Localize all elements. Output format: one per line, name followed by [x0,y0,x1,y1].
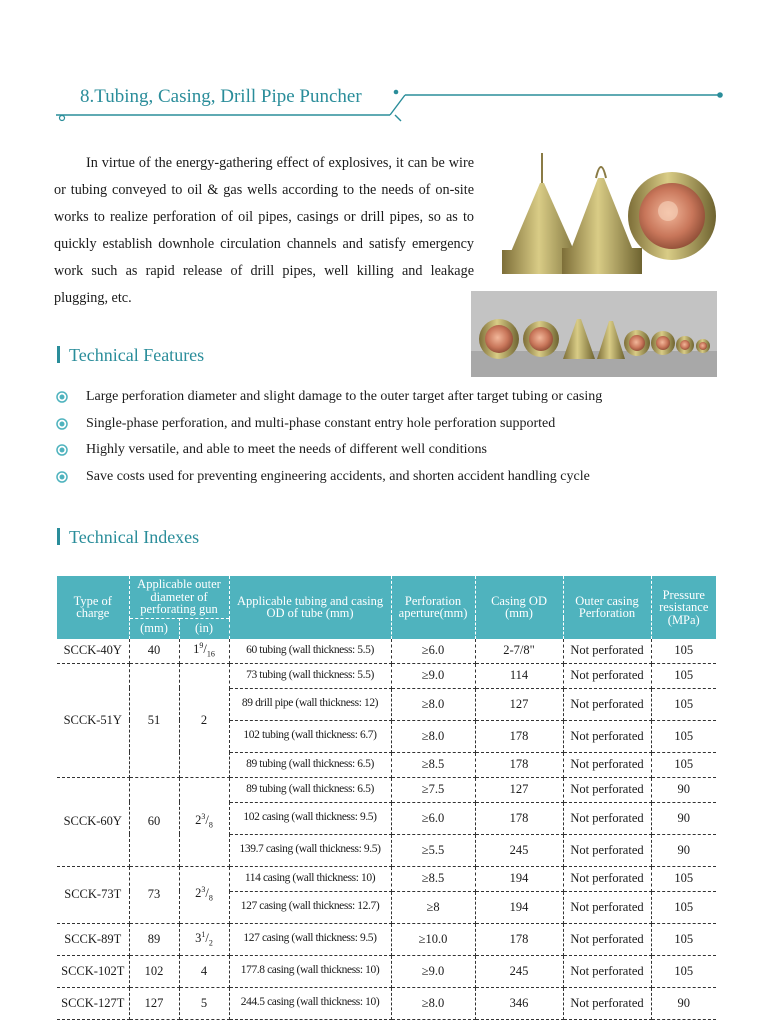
tube-cell: 114 casing (wall thickness: 10) [229,866,391,891]
charge-type-cell: SCCK-51Y [57,663,129,777]
aperture-cell: ≥10.0 [391,923,475,955]
aperture-cell: ≥6.0 [391,802,475,834]
tube-cell: 177.8 casing (wall thickness: 10) [229,955,391,987]
bullet-ring-icon [56,391,68,403]
outer-perforation-cell: Not perforated [563,639,651,664]
casing-od-cell: 178 [475,752,563,777]
page-title: 8.Tubing, Casing, Drill Pipe Puncher [80,86,362,107]
header-type: Type of charge [57,576,129,639]
table-row [57,639,716,664]
aperture-cell: ≥8.5 [391,752,475,777]
outer-perforation-cell: Not perforated [563,777,651,802]
pressure-cell: 105 [651,891,716,923]
casing-od-cell: 127 [475,688,563,720]
tube-cell: 102 casing (wall thickness: 9.5) [229,802,391,834]
pressure-cell: 105 [651,663,716,688]
casing-od-cell: 178 [475,802,563,834]
features-heading-text: Technical Features [69,345,205,365]
features-heading [57,345,204,366]
gun-in-cell [179,777,229,866]
title-decoration [0,0,775,130]
gun-mm-cell: 127 [129,987,179,1019]
tube-cell: 89 tubing (wall thickness: 6.5) [229,777,391,802]
indexes-heading-text: Technical Indexes [69,527,200,547]
outer-perforation-cell: Not perforated [563,663,651,688]
pressure-cell: 105 [651,955,716,987]
table-header-row [57,576,716,618]
features-list [56,384,756,490]
aperture-cell: ≥7.5 [391,777,475,802]
feature-item [56,411,756,438]
charge-type-cell: SCCK-102T [57,955,129,987]
table-row [57,955,716,987]
casing-od-cell: 194 [475,891,563,923]
gun-in-slash: / [203,642,207,657]
outer-perforation-cell: Not perforated [563,923,651,955]
gun-in-cell [179,639,229,664]
header-in: (in) [179,618,229,639]
pressure-cell: 105 [651,639,716,664]
casing-od-cell: 245 [475,834,563,866]
pressure-cell: 105 [651,752,716,777]
gun-in-slash: / [205,886,209,901]
tube-cell: 127 casing (wall thickness: 9.5) [229,923,391,955]
casing-od-cell: 2-7/8" [475,639,563,664]
feature-text: Highly versatile, and able to meet the needs of different well conditions [86,442,487,457]
pressure-cell: 90 [651,987,716,1019]
intro-paragraph [54,150,474,312]
heading-bar [57,346,60,363]
bullet-ring-icon [56,444,68,456]
charge-type-cell: SCCK-60Y [57,777,129,866]
pressure-cell: 105 [651,866,716,891]
casing-od-cell: 346 [475,987,563,1019]
tube-cell: 127 casing (wall thickness: 12.7) [229,891,391,923]
pressure-cell: 90 [651,802,716,834]
gun-in-cell [179,663,229,777]
table-row [57,923,716,955]
gun-in-numerator: 1 [201,929,206,939]
gun-in-whole: 5 [200,995,208,1010]
technical-indexes-table [57,576,716,1020]
charge-type-cell: SCCK-40Y [57,639,129,664]
gun-in-whole: 3 [195,930,202,945]
outer-perforation-cell: Not perforated [563,891,651,923]
table-row [57,777,716,802]
table-row [57,663,716,688]
gun-in-whole: 4 [200,963,208,978]
gun-in-slash: / [205,930,209,945]
gun-in-numerator: 3 [201,885,206,895]
aperture-cell: ≥5.5 [391,834,475,866]
table-body [57,639,716,1020]
feature-item [56,464,756,491]
tube-cell: 244.5 casing (wall thickness: 10) [229,987,391,1019]
bullet-ring-icon [56,418,68,430]
tube-cell: 73 tubing (wall thickness: 5.5) [229,663,391,688]
gun-in-numerator: 9 [199,641,204,651]
gun-in-whole: 2 [200,712,208,727]
outer-perforation-cell: Not perforated [563,955,651,987]
gun-in-whole: 2 [195,813,202,828]
outer-perforation-cell: Not perforated [563,866,651,891]
gun-in-slash: / [205,813,209,828]
charge-type-cell: SCCK-73T [57,866,129,923]
tube-cell: 60 tubing (wall thickness: 5.5) [229,639,391,664]
pressure-cell: 105 [651,923,716,955]
gun-mm-cell: 60 [129,777,179,866]
shaped-charges-closeup-photo [492,138,722,283]
outer-perforation-cell: Not perforated [563,688,651,720]
casing-od-cell: 194 [475,866,563,891]
indexes-heading [57,527,199,548]
header-tube: Applicable tubing and casing OD of tube (mm) [229,576,391,639]
tube-cell: 89 drill pipe (wall thickness: 12) [229,688,391,720]
aperture-cell: ≥8 [391,891,475,923]
tube-cell: 139.7 casing (wall thickness: 9.5) [229,834,391,866]
gun-in-cell [179,866,229,923]
aperture-cell: ≥8.0 [391,720,475,752]
charge-type-cell: SCCK-89T [57,923,129,955]
gun-in-whole: 1 [193,642,200,657]
casing-od-cell: 127 [475,777,563,802]
header-mm: (mm) [129,618,179,639]
feature-text: Save costs used for preventing engineering accidents, and shorten accident handling cycle [86,468,590,484]
feature-item [56,384,756,411]
feature-item [56,437,756,464]
pressure-cell: 90 [651,834,716,866]
aperture-cell: ≥6.0 [391,639,475,664]
gun-mm-cell: 51 [129,663,179,777]
gun-mm-cell: 89 [129,923,179,955]
feature-text: Large perforation diameter and slight damage to the outer target after target tubing or casing [86,389,603,404]
tube-cell: 102 tubing (wall thickness: 6.7) [229,720,391,752]
charge-type-cell: SCCK-127T [57,987,129,1019]
aperture-cell: ≥9.0 [391,955,475,987]
gun-in-numerator: 3 [201,812,206,822]
pressure-cell: 105 [651,688,716,720]
outer-perforation-cell: Not perforated [563,834,651,866]
header-aperture: Perforation aperture(mm) [391,576,475,639]
gun-mm-cell: 102 [129,955,179,987]
heading-bar [57,528,60,545]
aperture-cell: ≥8.0 [391,987,475,1019]
gun-mm-cell: 40 [129,639,179,664]
header-gun: Applicable outer diameter of perforating gun [129,576,229,618]
bullet-ring-icon [56,471,68,483]
header-outer: Outer casing Perforation [563,576,651,639]
aperture-cell: ≥9.0 [391,663,475,688]
casing-od-cell: 245 [475,955,563,987]
outer-perforation-cell: Not perforated [563,987,651,1019]
table-row [57,987,716,1019]
gun-in-denominator: 8 [208,893,213,903]
table-row [57,866,716,891]
outer-perforation-cell: Not perforated [563,752,651,777]
aperture-cell: ≥8.0 [391,688,475,720]
intro-text: In virtue of the energy-gathering effect of explosives, it can be wire or tubing conveyed to oil & gas wells according to the needs of on-site works to realize perforation of oil pipes, casings or drill pipes, so as to quickly establish downhole circulation channels and satisfy emergency work such as rapid release of drill pipes, well killing and leakage plugging, etc. [54,155,474,306]
tube-cell: 89 tubing (wall thickness: 6.5) [229,752,391,777]
outer-perforation-cell: Not perforated [563,802,651,834]
header-casing: Casing OD (mm) [475,576,563,639]
casing-od-cell: 114 [475,663,563,688]
gun-in-cell [179,955,229,987]
pressure-cell: 90 [651,777,716,802]
casing-od-cell: 178 [475,923,563,955]
gun-in-denominator: 16 [206,649,215,659]
outer-perforation-cell: Not perforated [563,720,651,752]
aperture-cell: ≥8.5 [391,866,475,891]
gun-in-cell [179,923,229,955]
gun-in-denominator: 8 [208,820,213,830]
feature-text: Single-phase perforation, and multi-phase constant entry hole perforation supported [86,415,556,431]
shaped-charges-lineup-photo [471,291,717,377]
gun-in-whole: 2 [195,886,202,901]
casing-od-cell: 178 [475,720,563,752]
header-pressure: Pressure resistance (MPa) [651,576,716,639]
gun-in-denominator: 2 [208,938,213,948]
pressure-cell: 105 [651,720,716,752]
gun-mm-cell: 73 [129,866,179,923]
gun-in-cell [179,987,229,1019]
